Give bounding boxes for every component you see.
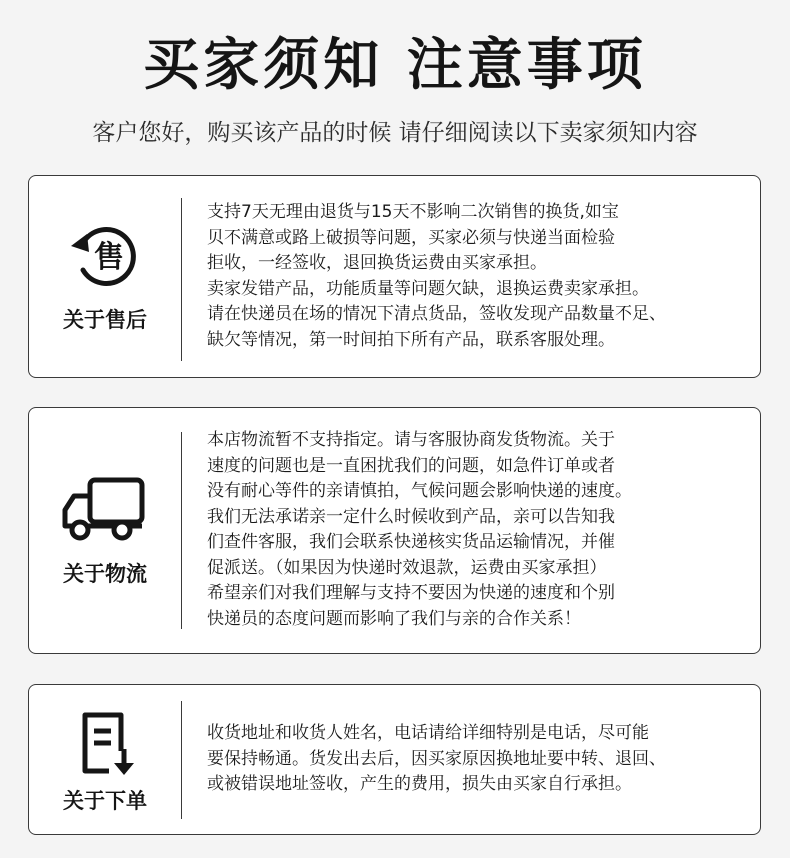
text-line: 们查件客服，我们会联系快递核实货品运输情况，并催 (207, 532, 615, 552)
text-line: 希望亲们对我们理解与支持不要因为快递的速度和个别 (207, 583, 615, 603)
text-line: 我们无法承诺亲一定什么时候收到产品，亲可以告知我 (207, 506, 615, 527)
text-line: 收货地址和收货人姓名，电话请给详细特别是电话，尽可能 (207, 723, 649, 743)
after-sales-icon (29, 216, 181, 300)
text-line: 贝不满意或路上破损等问题，买家必须与快递当面检验 (207, 227, 615, 248)
order-label: 关于下单 (63, 789, 147, 813)
page-title: 买家须知 注意事项 (143, 33, 647, 98)
text-line: 支持7天无理由退货与15天不影响二次销售的换货,如宝 (207, 202, 619, 222)
logistics-label: 关于物流 (63, 562, 147, 586)
after-sales-card (28, 175, 761, 378)
after-sales-icon-column (29, 176, 181, 377)
after-sales-icon-char: 售 (94, 240, 124, 275)
order-icon-column (29, 685, 181, 834)
text-line: 促派送。（如果因为快递时效退款，运费由买家承担） (207, 557, 607, 578)
order-divider (181, 701, 182, 819)
text-line: 缺欠等情况，第一时间拍下所有产品，联系客服处理。 (207, 329, 615, 350)
order-card (28, 684, 761, 835)
after-sales-label: 关于售后 (63, 308, 147, 332)
after-sales-divider (181, 198, 182, 361)
text-line: 拒收，一经签收，退回换货运费由买家承担。 (207, 253, 547, 273)
text-line: 没有耐心等件的亲请慎拍，气候问题会影响快递的速度。 (207, 481, 632, 501)
order-text (207, 721, 746, 798)
text-line: 请在快递员在场的情况下清点货品，签收发现产品数量不足、 (207, 304, 666, 324)
text-line: 快递员的态度问题而影响了我们与亲的合作关系！ (207, 608, 581, 629)
text-line: 要保持畅通。货发出去后，因买家原因换地址要中转、退回、 (207, 748, 666, 769)
logistics-text (207, 428, 746, 632)
page-subtitle: 客户您好，购买该产品的时候 请仔细阅读以下卖家须知内容 (92, 120, 698, 146)
logistics-icon-column (29, 408, 181, 653)
logistics-card (28, 407, 761, 654)
text-line: 或被错误地址签收，产生的费用，损失由买家自行承担。 (207, 774, 632, 794)
text-line: 卖家发错产品，功能质量等问题欠缺，退换运费卖家承担。 (207, 278, 649, 299)
text-line: 本店物流暂不支持指定。请与客服协商发货物流。关于 (207, 430, 615, 450)
truck-icon (29, 474, 181, 550)
order-download-icon (29, 707, 181, 783)
after-sales-text (207, 200, 746, 353)
logistics-divider (181, 432, 182, 629)
text-line: 速度的问题也是一直困扰我们的问题，如急件订单或者 (207, 455, 615, 476)
